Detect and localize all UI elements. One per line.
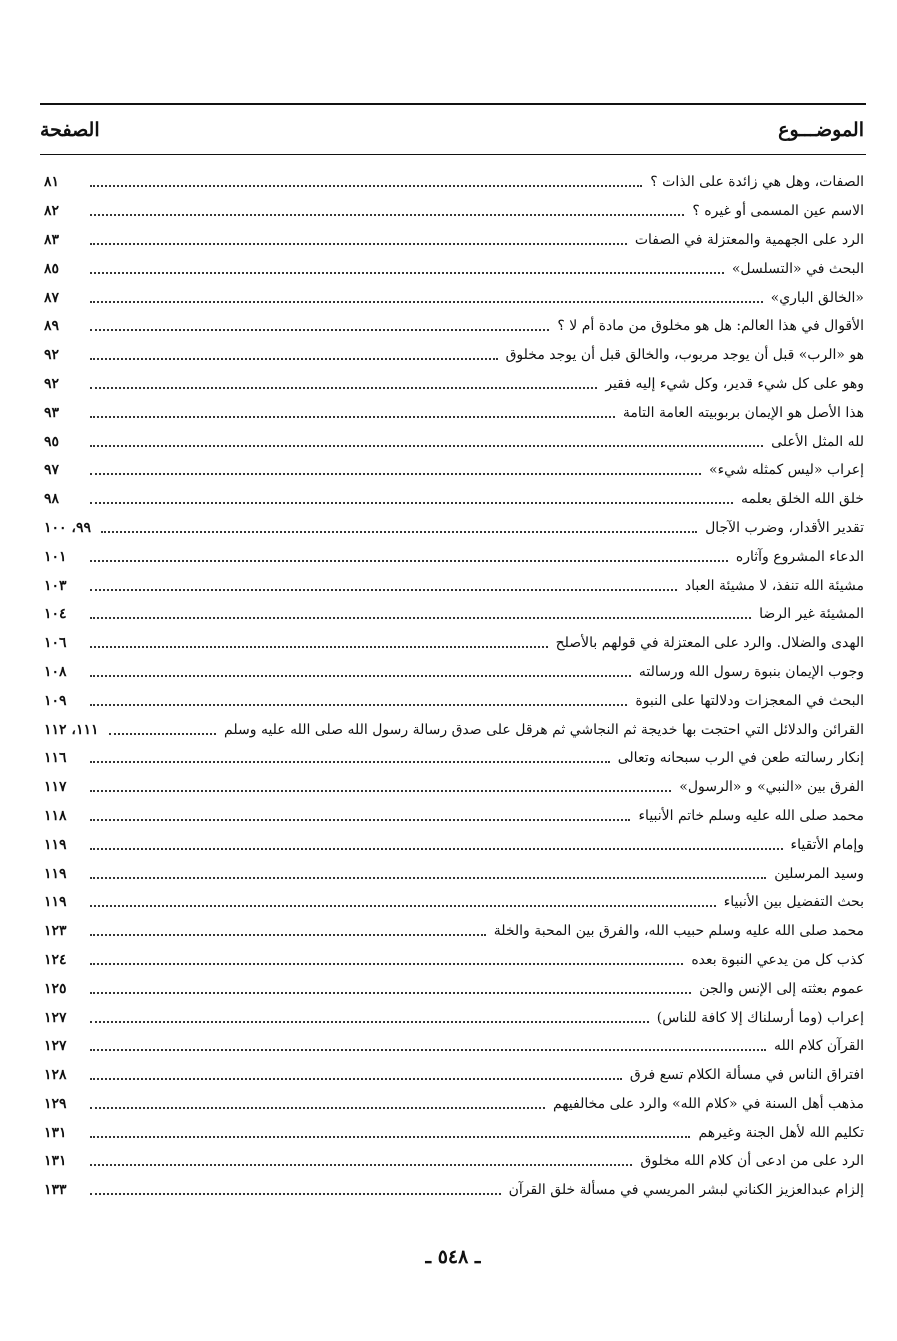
toc-entry-title: إعراب «ليس كمثله شيء» — [709, 462, 864, 479]
toc-entry-page: ١٣٣ — [44, 1182, 67, 1199]
toc-entry-page: ٩٧ — [44, 462, 60, 479]
dot-leader — [90, 646, 548, 648]
toc-entry-title: إعراب (وما أرسلناك إلا كافة للناس) — [656, 1009, 864, 1026]
toc-entry-page: ١١١، ١١٢ — [44, 721, 99, 738]
toc-entry-page: ١٢٥ — [44, 980, 67, 997]
toc-entry-title: محمد صلى الله عليه وسلم خاتم الأنبياء — [638, 807, 864, 824]
toc-entry — [40, 341, 866, 370]
page-column-heading: الصفحة — [40, 119, 100, 141]
toc-entry-page: ١٠٣ — [44, 577, 67, 594]
toc-entry — [40, 686, 866, 715]
toc-entry-page: ٩٥ — [44, 433, 60, 450]
toc-entry-page: ١٢٧ — [44, 1009, 67, 1026]
toc-entry — [40, 312, 866, 341]
page-number: ـ ٥٤٨ ـ — [425, 1246, 481, 1268]
toc-entry-title: البحث في المعجزات ودلالتها على النبوة — [635, 692, 864, 709]
toc-entry-page: ٩٨ — [44, 491, 60, 508]
dot-leader — [90, 301, 763, 303]
toc-entry — [40, 542, 866, 571]
dot-leader — [90, 214, 684, 216]
toc-entry-title: البحث في «التسلسل» — [731, 260, 864, 277]
toc-entry-page: ١٢٤ — [44, 951, 67, 968]
toc-entry — [40, 168, 866, 197]
dot-leader — [90, 617, 751, 619]
toc-entry-page: ١١٩ — [44, 894, 67, 911]
dot-leader — [90, 877, 766, 879]
toc-entry-title: وجوب الإيمان بنبوة رسول الله ورسالته — [638, 663, 864, 680]
toc-entry-title: الهدى والضلال. والرد على المعتزلة في قولهم بالأصلح — [555, 635, 864, 652]
toc-entry-title: خلق الله الخلق بعلمه — [741, 491, 864, 508]
dot-leader — [90, 1021, 649, 1023]
toc-entry-page: ١٠٤ — [44, 606, 67, 623]
toc-entry — [40, 1032, 866, 1061]
toc-entry — [40, 398, 866, 427]
dot-leader — [90, 560, 728, 562]
dot-leader — [90, 358, 498, 360]
toc-entry-title: مشيئة الله تنفذ، لا مشيئة العباد — [684, 577, 864, 594]
top-rule — [40, 103, 866, 105]
dot-leader — [90, 790, 671, 792]
toc-entry-title: المشيئة غير الرضا — [759, 606, 864, 623]
toc-entry-title: وسيد المرسلين — [774, 865, 864, 882]
dot-leader — [90, 761, 610, 763]
toc-entry-page: ١٣١ — [44, 1124, 67, 1141]
dot-leader — [90, 1136, 690, 1138]
toc-entry-page: ١٠٦ — [44, 635, 67, 652]
toc-list — [40, 168, 866, 1205]
toc-entry-title: الاسم عين المسمى أو غيره ؟ — [692, 203, 864, 220]
header-rule — [40, 154, 866, 155]
toc-entry — [40, 802, 866, 831]
toc-entry-title: محمد صلى الله عليه وسلم حبيب الله، والفرق بين المحبة والخلة — [493, 923, 864, 940]
toc-entry — [40, 571, 866, 600]
toc-entry-page: ٨٢ — [44, 203, 60, 220]
toc-entry-page: ٩٣ — [44, 404, 60, 421]
toc-entry — [40, 658, 866, 687]
toc-entry-title: وإمام الأتقياء — [790, 836, 864, 853]
dot-leader — [109, 733, 217, 735]
toc-entry — [40, 859, 866, 888]
toc-entry-title: لله المثل الأعلى — [771, 433, 864, 450]
toc-entry-title: وهو على كل شيء قدير، وكل شيء إليه فقير — [605, 375, 864, 392]
toc-entry-page: ٨٣ — [44, 231, 60, 248]
dot-leader — [90, 704, 627, 706]
toc-entry — [40, 514, 866, 543]
toc-entry — [40, 888, 866, 917]
dot-leader — [90, 1107, 545, 1109]
toc-entry-page: ١٢٩ — [44, 1095, 67, 1112]
toc-entry-page: ١١٧ — [44, 779, 67, 796]
toc-entry — [40, 744, 866, 773]
toc-entry — [40, 1090, 866, 1119]
toc-entry-page: ٨٥ — [44, 260, 60, 277]
dot-leader — [90, 473, 701, 475]
toc-entry-title: «الخالق الباري» — [770, 289, 864, 306]
toc-entry-page: ٨٩ — [44, 318, 60, 335]
toc-entry-title: الرد على من ادعى أن كلام الله مخلوق — [640, 1153, 864, 1170]
toc-entry — [40, 773, 866, 802]
dot-leader — [90, 329, 549, 331]
toc-entry — [40, 600, 866, 629]
toc-entry — [40, 830, 866, 859]
dot-leader — [90, 848, 783, 850]
toc-entry-title: الفرق بين «النبي» و «الرسول» — [679, 779, 864, 796]
toc-entry — [40, 456, 866, 485]
toc-entry-title: هذا الأصل هو الإيمان بربوبيته العامة التامة — [622, 404, 864, 421]
toc-entry-title: إنكار رسالته طعن في الرب سبحانه وتعالى — [617, 750, 864, 767]
dot-leader — [90, 1049, 766, 1051]
toc-entry-page: ١٠٨ — [44, 663, 67, 680]
toc-entry — [40, 1061, 866, 1090]
toc-header — [40, 112, 866, 148]
dot-leader — [90, 589, 677, 591]
dot-leader — [90, 387, 597, 389]
dot-leader — [90, 272, 724, 274]
dot-leader — [90, 243, 627, 245]
toc-entry — [40, 917, 866, 946]
topic-column-heading: الموضـــوع — [778, 119, 864, 141]
toc-entry-page: ١١٦ — [44, 750, 67, 767]
dot-leader — [90, 934, 486, 936]
toc-entry — [40, 629, 866, 658]
toc-entry-page: ٩٢ — [44, 375, 60, 392]
dot-leader — [90, 445, 763, 447]
toc-entry-title: افتراق الناس في مسألة الكلام تسع فرق — [629, 1067, 864, 1084]
toc-entry — [40, 370, 866, 399]
toc-entry-page: ٨٧ — [44, 289, 60, 306]
toc-entry-title: تقدير الأقدار، وضرب الآجال — [705, 519, 864, 536]
dot-leader — [90, 675, 631, 677]
toc-entry — [40, 946, 866, 975]
toc-entry-title: كذب كل من يدعي النبوة بعده — [691, 951, 864, 968]
dot-leader — [90, 185, 642, 187]
toc-page — [40, 0, 866, 1341]
toc-entry-title: الدعاء المشروع وآثاره — [735, 548, 864, 565]
toc-entry-title: الصفات، وهل هي زائدة على الذات ؟ — [650, 174, 864, 191]
toc-entry-title: الرد على الجهمية والمعتزلة في الصفات — [634, 231, 864, 248]
dot-leader — [101, 531, 697, 533]
toc-entry — [40, 226, 866, 255]
toc-entry-page: ١٣١ — [44, 1153, 67, 1170]
dot-leader — [90, 502, 733, 504]
dot-leader — [90, 963, 683, 965]
dot-leader — [90, 1193, 501, 1195]
toc-entry — [40, 1118, 866, 1147]
toc-entry-page: ١١٩ — [44, 865, 67, 882]
toc-entry — [40, 974, 866, 1003]
toc-entry-title: القرآن كلام الله — [773, 1038, 864, 1055]
toc-entry — [40, 1003, 866, 1032]
dot-leader — [90, 1078, 622, 1080]
dot-leader — [90, 992, 691, 994]
toc-entry — [40, 254, 866, 283]
dot-leader — [90, 1164, 632, 1166]
toc-entry-title: بحث التفضيل بين الأنبياء — [723, 894, 864, 911]
toc-entry-title: تكليم الله لأهل الجنة وغيرهم — [698, 1124, 864, 1141]
toc-entry-page: ١٢٨ — [44, 1067, 67, 1084]
toc-entry-page: ٨١ — [44, 174, 60, 191]
toc-entry — [40, 1147, 866, 1176]
toc-entry — [40, 715, 866, 744]
toc-entry — [40, 485, 866, 514]
toc-entry-page: ١١٩ — [44, 836, 67, 853]
toc-entry-title: مذهب أهل السنة في «كلام الله» والرد على مخالفيهم — [553, 1095, 864, 1112]
toc-entry-page: ١١٨ — [44, 807, 67, 824]
toc-entry-page: ٩٢ — [44, 347, 60, 364]
toc-entry-title: عموم بعثته إلى الإنس والجن — [699, 980, 864, 997]
toc-entry-title: الأقوال في هذا العالم: هل هو مخلوق من مادة أم لا ؟ — [557, 318, 864, 335]
dot-leader — [90, 905, 716, 907]
toc-entry-page: ١٢٣ — [44, 923, 67, 940]
toc-entry-page: ١٠٩ — [44, 692, 67, 709]
dot-leader — [90, 416, 615, 418]
dot-leader — [90, 819, 630, 821]
toc-entry-title: هو «الرب» قبل أن يوجد مربوب، والخالق قبل أن يوجد مخلوق — [505, 347, 864, 364]
toc-entry-page: ١٠١ — [44, 548, 67, 565]
toc-entry-title: إلزام عبدالعزيز الكناني لبشر المريسي في مسألة خلق القرآن — [508, 1182, 864, 1199]
toc-entry-page: ١٢٧ — [44, 1038, 67, 1055]
toc-entry — [40, 197, 866, 226]
toc-entry — [40, 1176, 866, 1205]
toc-entry-title: القرائن والدلائل التي احتجت بها خديجة ثم النجاشي ثم هرقل على صدق رسالة رسول الله صلى الله عليه وسلم — [224, 721, 864, 738]
toc-entry-page: ٩٩، ١٠٠ — [44, 519, 92, 536]
toc-entry — [40, 427, 866, 456]
toc-entry — [40, 283, 866, 312]
